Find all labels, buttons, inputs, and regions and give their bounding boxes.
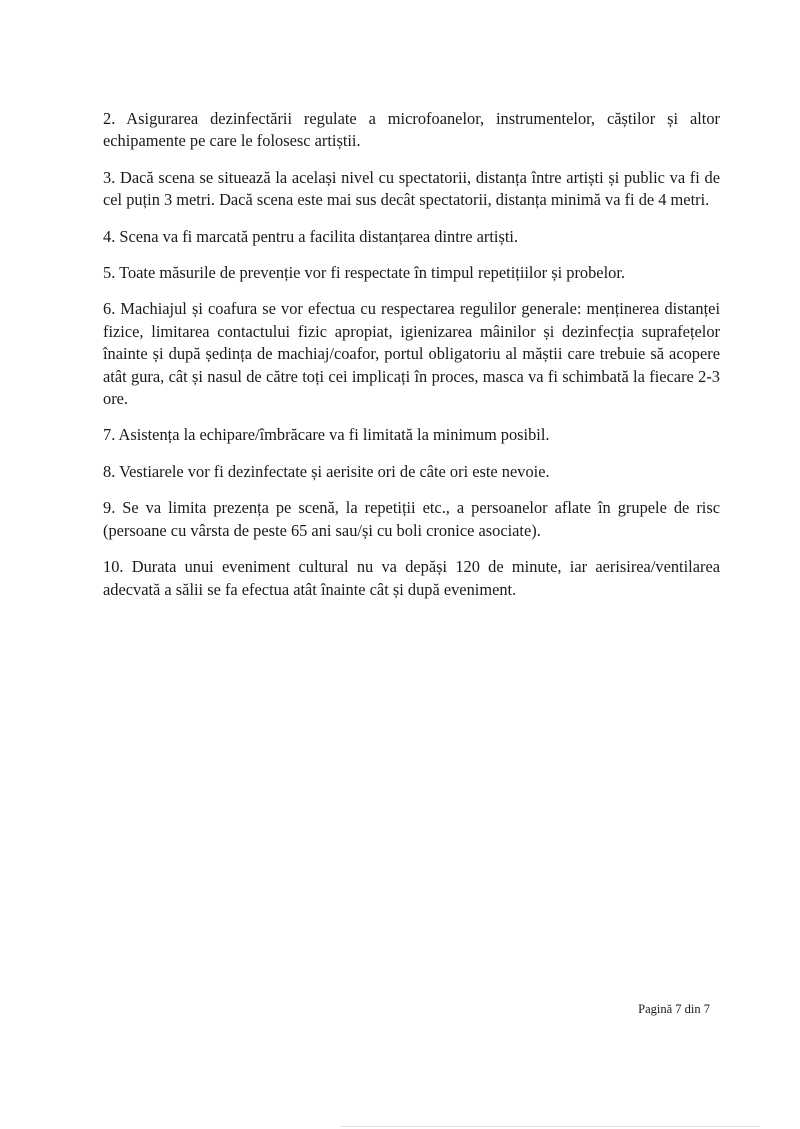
list-item: 9. Se va limita prezența pe scenă, la repetiții etc., a persoanelor aflate în grupele de risc (persoane cu vârsta de peste 65 ani sau/și cu boli cronice asociate). [103,498,720,540]
list-item: 8. Vestiarele vor fi dezinfectate și aerisite ori de câte ori este nevoie. [103,461,550,481]
list-item: 10. Durata unui eveniment cultural nu va depăși 120 de minute, iar aerisirea/ventilarea adecvată a sălii se fa efectua atât înainte cât și după eveniment. [103,557,720,599]
scan-edge-divider [340,1126,760,1127]
list-item: 7. Asistența la echipare/îmbrăcare va fi limitată la minimum posibil. [103,425,550,445]
list-item: 5. Toate măsurile de prevenție vor fi respectate în timpul repetițiilor și probelor. [103,263,625,283]
list-item: 2. Asigurarea dezinfectării regulate a microfoanelor, instrumentelor, căștilor și altor echipamente pe care le folosesc artiștii. [103,109,720,151]
list-item: 3. Dacă scena se situează la același nivel cu spectatorii, distanța între artiști și public va fi de cel puțin 3 metri. Dacă scena este mai sus decât spectatorii, distanța minimă va fi de 4 metri. [103,167,720,210]
list-item: 6. Machiajul și coafura se vor efectua cu respectarea regulilor generale: menținerea distanței fizice, limitarea contactului fizic apropiat, igienizarea mâinilor și dezinfecția suprafețelor înainte și după ședința de machiaj/coafor, portul obligatoriu al măștii care trebuie să acopere atât gura, cât și nasul de către toți cei implicați în proces, masca va fi schimbată la fiecare 2-3 ore. [103,299,720,409]
document-body [103,108,720,615]
page-number: Pagină 7 din 7 [638,1002,710,1016]
list-item: 4. Scena va fi marcată pentru a facilita distanțarea dintre artiști. [103,226,519,246]
